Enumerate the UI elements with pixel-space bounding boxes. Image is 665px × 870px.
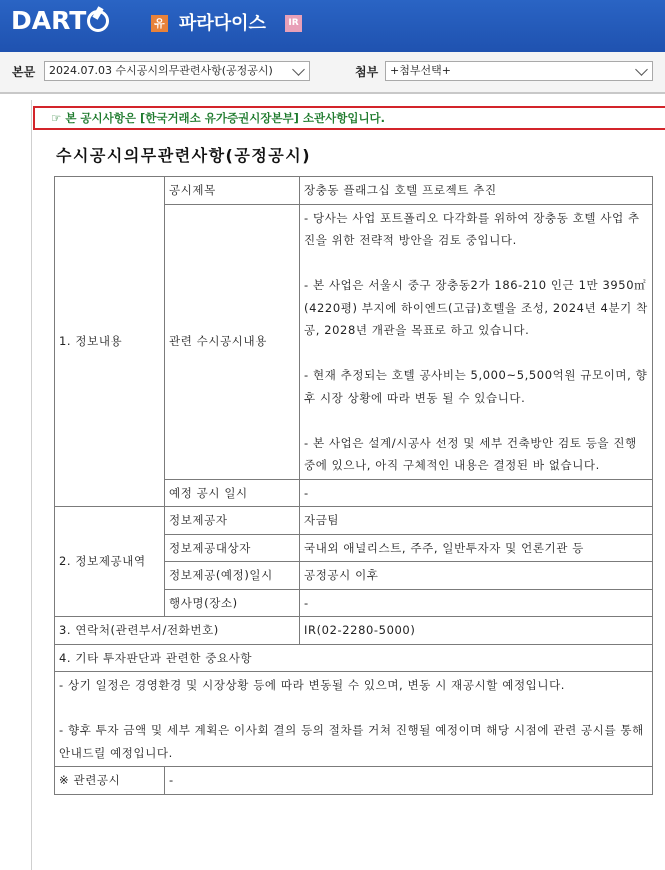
chevron-down-icon: [635, 63, 648, 76]
subject-label: 공시제목: [165, 177, 300, 205]
disclosure-table: [54, 176, 653, 795]
main-doc-select[interactable]: [44, 61, 310, 81]
content-label: 관련 수시공시내용: [165, 204, 300, 479]
company-name[interactable]: 파라다이스: [179, 13, 266, 34]
provider-label: 정보제공자: [165, 507, 300, 535]
sec4-paragraph: - 상기 일정은 경영환경 및 시장상황 등에 따라 변동될 수 있으며, 변동 시 재공시할 예정입니다.: [59, 678, 566, 692]
sec4-paragraph: - 향후 투자 금액 및 세부 계획은 이사회 결의 등의 절차를 거쳐 진행될 예정이며 해당 시점에 관련 공시를 통해 안내드릴 예정입니다.: [59, 723, 644, 760]
date-value: 공정공시 이후: [300, 562, 653, 590]
ir-badge[interactable]: IR: [285, 15, 302, 32]
subject-value: 장충동 플래그십 호텔 프로젝트 추진: [300, 177, 653, 205]
sec3-value: IR(02-2280-5000): [300, 617, 653, 645]
sec4-value: [55, 672, 653, 767]
market-badge: 유: [151, 15, 168, 32]
dart-logo[interactable]: [11, 6, 109, 36]
content-paragraph: - 본 사업은 설계/시공사 선정 및 세부 건축방안 검토 등을 진행 중에 있으나, 아직 구체적인 내용은 결정된 바 없습니다.: [304, 435, 637, 472]
sec2-label: 2. 정보제공내역: [55, 507, 165, 617]
attach-select[interactable]: [385, 61, 653, 81]
chevron-down-icon: [292, 63, 305, 76]
sec3-label: 3. 연락처(관련부서/전화번호): [55, 617, 300, 645]
target-label: 정보제공대상자: [165, 534, 300, 562]
content-value: [300, 204, 653, 479]
top-header-bar: [0, 0, 665, 52]
event-value: -: [300, 589, 653, 617]
attach-select-value: +첨부선택+: [390, 64, 451, 77]
jurisdiction-notice: ☞ 본 공시사항은 [한국거래소 유가증권시장본부] 소관사항입니다.: [33, 106, 665, 130]
event-label: 행사명(장소): [165, 589, 300, 617]
document-title: 수시공시의무관련사항(공정공시): [56, 146, 312, 165]
date-label: 정보제공(예정)일시: [165, 562, 300, 590]
content-paragraph: - 본 사업은 서울시 중구 장충동2가 186-210 인근 1만 3950㎡(4220평) 부지에 하이엔드(고급)호텔을 조성, 2024년 4분기 착공, 2028년 개관을 목표로 하고 있습니다.: [304, 278, 648, 337]
main-doc-select-value: 2024.07.03 수시공시의무관련사항(공정공시): [49, 64, 273, 77]
provider-value: 자금팀: [300, 507, 653, 535]
related-value: -: [165, 767, 653, 795]
content-paragraph: - 당사는 사업 포트폴리오 다각화를 위하여 장충동 호텔 사업 추진을 위한 전략적 방안을 검토 중입니다.: [304, 210, 640, 247]
target-value: 국내외 애널리스트, 주주, 일반투자자 및 언론기관 등: [300, 534, 653, 562]
document-select-bar: [0, 52, 665, 94]
content-paragraph: - 현재 추정되는 호텔 공사비는 5,000~5,500억원 규모이며, 향후 시장 상황에 따라 변동 될 수 있습니다.: [304, 368, 648, 405]
related-label: ※ 관련공시: [55, 767, 165, 795]
logo-text: DART: [11, 6, 87, 35]
schedule-value: -: [300, 479, 653, 507]
main-doc-label: 본문: [12, 65, 36, 79]
sec4-label: 4. 기타 투자판단과 관련한 중요사항: [55, 644, 653, 672]
attach-label: 첨부: [355, 65, 379, 79]
schedule-label: 예정 공시 일시: [165, 479, 300, 507]
logo-o-mark: [87, 10, 109, 32]
sec1-label: 1. 정보내용: [55, 177, 165, 507]
